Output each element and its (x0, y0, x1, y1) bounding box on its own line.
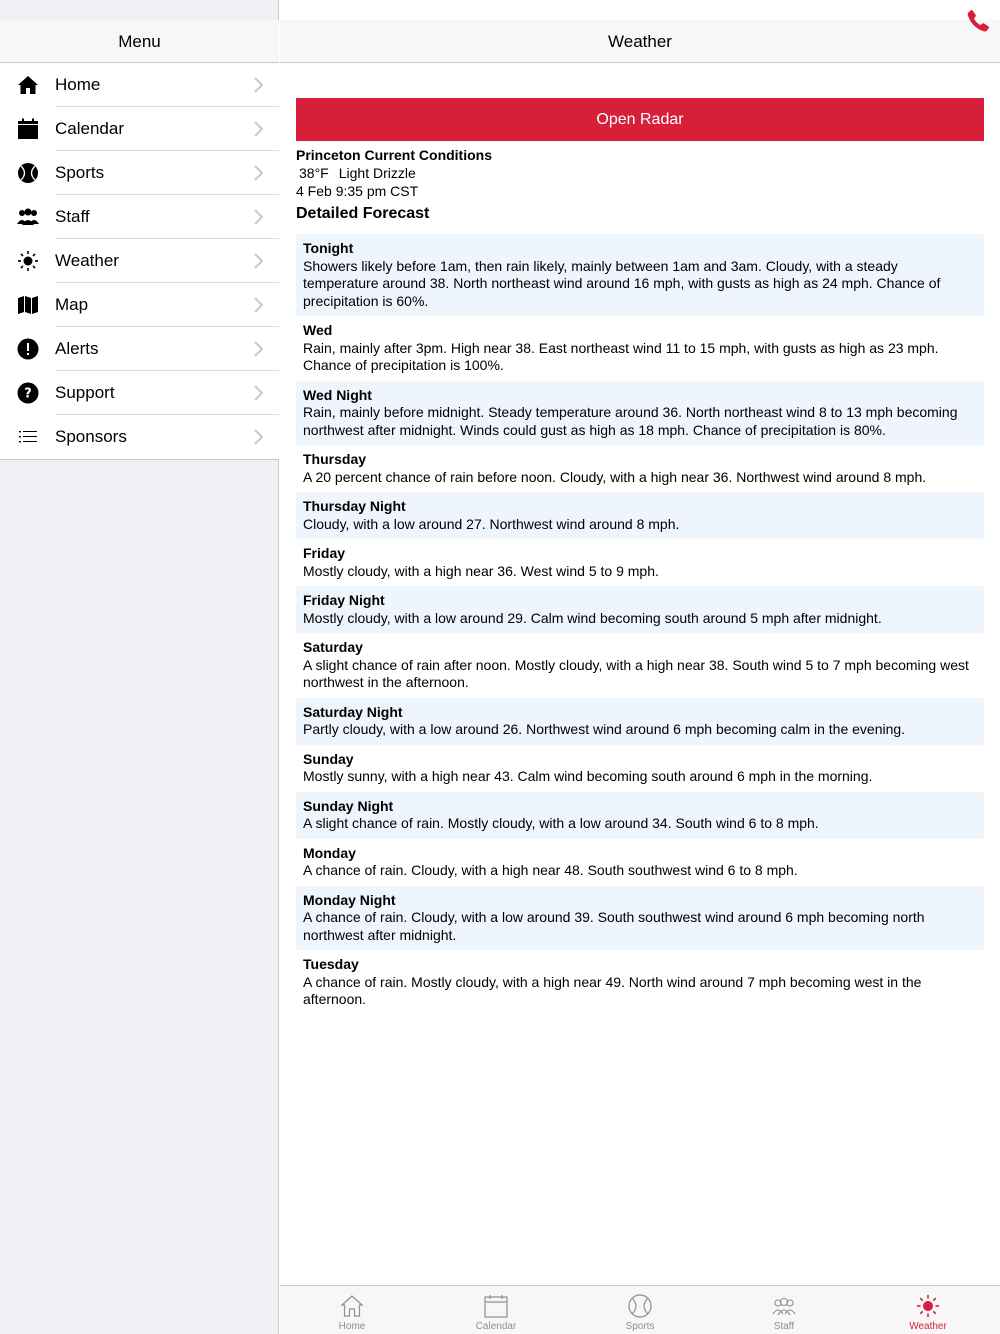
menu-item-label: Sponsors (55, 427, 127, 446)
open-radar-button[interactable]: Open Radar (296, 98, 984, 141)
chevron-right-icon (253, 297, 263, 313)
chevron-right-icon (253, 121, 263, 137)
forecast-period (296, 839, 984, 886)
period-text: Cloudy, with a low around 27. Northwest wind around 8 mph. (303, 515, 680, 532)
chevron-right-icon (253, 209, 263, 225)
forecast-period (296, 586, 984, 633)
forecast-period (296, 539, 984, 586)
menu-item-weather[interactable] (0, 239, 279, 283)
period-text: Showers likely before 1am, then rain likely, mainly between 1am and 3am. Cloudy, with a steady temperature around 38. North northeast wind around 16 mph, with gusts as high as 24 mph. Chance of precipitation is 60%. (303, 257, 941, 309)
forecast-period (296, 886, 984, 951)
period-name: Saturday (303, 639, 363, 655)
people-icon (771, 1293, 797, 1319)
tab-bar (280, 1285, 1000, 1334)
forecast-period (296, 745, 984, 792)
period-text: Mostly cloudy, with a low around 29. Calm wind becoming south around 5 mph after midnight. (303, 609, 882, 626)
period-text: Mostly sunny, with a high near 43. Calm wind becoming south around 6 mph in the morning. (303, 768, 873, 784)
tab-label: Staff (773, 1321, 795, 1332)
ball-icon (16, 161, 40, 185)
forecast-period (296, 792, 984, 839)
conditions-updated: 4 Feb 9:35 pm CST (296, 183, 419, 199)
page-title: Weather (280, 20, 1000, 63)
chevron-right-icon (253, 77, 263, 93)
conditions-temperature: 38°F (299, 165, 329, 181)
period-text: A slight chance of rain. Mostly cloudy, with a low around 34. South wind 6 to 8 mph. (303, 815, 819, 831)
tab-home[interactable] (280, 1286, 424, 1334)
period-name: Tuesday (303, 956, 359, 972)
period-text: A 20 percent chance of rain before noon. Cloudy, with a high near 36. Northwest wind around 8 mph. (303, 468, 927, 485)
period-text: Rain, mainly after 3pm. High near 38. East northeast wind 11 to 15 mph, with gusts as high as 23 mph. Chance of precipitation is 100%. (303, 339, 939, 373)
menu-item-label: Map (55, 295, 89, 314)
menu-item-label: Staff (55, 207, 90, 226)
tab-label: Weather (909, 1321, 947, 1332)
period-name: Monday (303, 844, 356, 861)
period-text: A chance of rain. Mostly cloudy, with a high near 49. North wind around 7 mph becoming west in the afternoon. (303, 973, 922, 1007)
period-text: A chance of rain. Cloudy, with a low around 39. South southwest wind around 6 mph becoming north northwest after midnight. (303, 909, 925, 943)
menu-item-alerts[interactable] (0, 327, 279, 371)
period-text: A slight chance of rain after noon. Mostly cloudy, with a high near 38. South wind 5 to 7 mph becoming west northwest in the afternoon. (303, 656, 969, 690)
conditions-title: Princeton Current Conditions (296, 147, 492, 163)
period-name: Sunday (303, 750, 354, 767)
forecast-period (296, 950, 984, 1015)
period-name: Sunday Night (303, 797, 394, 814)
sun-icon (915, 1293, 941, 1319)
menu-item-staff[interactable] (0, 195, 279, 239)
current-conditions (296, 146, 492, 200)
menu-item-label: Calendar (55, 119, 124, 138)
forecast-title: Detailed Forecast (296, 205, 430, 222)
svg-text:?: ? (24, 386, 32, 402)
tab-sports[interactable] (568, 1286, 712, 1334)
tab-calendar[interactable] (424, 1286, 568, 1334)
menu-item-support[interactable] (0, 371, 279, 415)
menu-item-label: Sports (55, 163, 105, 182)
menu-item-label: Home (55, 75, 101, 94)
period-name: Wed (303, 322, 333, 338)
calendar-icon (483, 1293, 509, 1319)
forecast-list (296, 234, 984, 1015)
period-name: Monday Night (303, 891, 396, 908)
forecast-period (296, 698, 984, 745)
menu-item-home[interactable] (0, 63, 279, 107)
chevron-right-icon (253, 429, 263, 445)
tab-weather[interactable] (856, 1286, 1000, 1334)
tab-staff[interactable] (712, 1286, 856, 1334)
period-name: Wed Night (303, 386, 372, 403)
conditions-description: Light Drizzle (338, 165, 416, 181)
menu-item-sponsors[interactable] (0, 415, 279, 459)
tab-label: Home (338, 1321, 366, 1332)
ball-icon (627, 1293, 653, 1319)
home-icon (339, 1293, 365, 1319)
tab-label: Sports (625, 1321, 655, 1332)
chevron-right-icon (253, 165, 263, 181)
forecast-period (296, 492, 984, 539)
menu-list (0, 63, 279, 460)
list-icon (16, 425, 40, 449)
period-text: Partly cloudy, with a low around 26. Northwest wind around 6 mph becoming calm in the evening. (303, 721, 906, 737)
sun-icon (16, 249, 40, 273)
menu-item-label: Alerts (55, 339, 99, 358)
sidebar-title: Menu (0, 20, 279, 63)
period-name: Thursday (303, 451, 367, 467)
chevron-right-icon (253, 341, 263, 357)
home-icon (16, 73, 40, 97)
menu-item-label: Support (55, 383, 115, 402)
calendar-icon (16, 117, 40, 141)
conditions-line (296, 164, 492, 182)
phone-icon[interactable] (966, 9, 990, 33)
people-icon (16, 205, 40, 229)
menu-item-sports[interactable] (0, 151, 279, 195)
period-name: Saturday Night (303, 703, 403, 720)
period-text: A chance of rain. Cloudy, with a high near 48. South southwest wind 6 to 8 mph. (303, 862, 798, 878)
question-icon (16, 381, 40, 405)
forecast-period (296, 633, 984, 698)
chevron-right-icon (253, 385, 263, 401)
period-text: Rain, mainly before midnight. Steady temperature around 36. North northeast wind 8 to 13 mph becoming northwest after midnight. Winds could gust as high as 18 mph. Chance of precipitation is 80%. (303, 404, 958, 438)
alert-icon (16, 337, 40, 361)
menu-item-label: Weather (55, 251, 119, 270)
period-text: Mostly cloudy, with a high near 36. West wind 5 to 9 mph. (303, 562, 659, 579)
forecast-period (296, 316, 984, 381)
sidebar (0, 0, 279, 1334)
chevron-right-icon (253, 253, 263, 269)
period-name: Tonight (303, 240, 354, 256)
forecast-period (296, 234, 984, 316)
forecast-period (296, 445, 984, 492)
period-name: Thursday Night (303, 498, 406, 514)
menu-item-map[interactable] (0, 283, 279, 327)
forecast-period (296, 381, 984, 446)
period-name: Friday Night (303, 592, 385, 608)
period-name: Friday (303, 545, 346, 561)
menu-item-calendar[interactable] (0, 107, 279, 151)
map-icon (16, 293, 40, 317)
tab-label: Calendar (475, 1321, 517, 1332)
main-content (280, 0, 1000, 1334)
